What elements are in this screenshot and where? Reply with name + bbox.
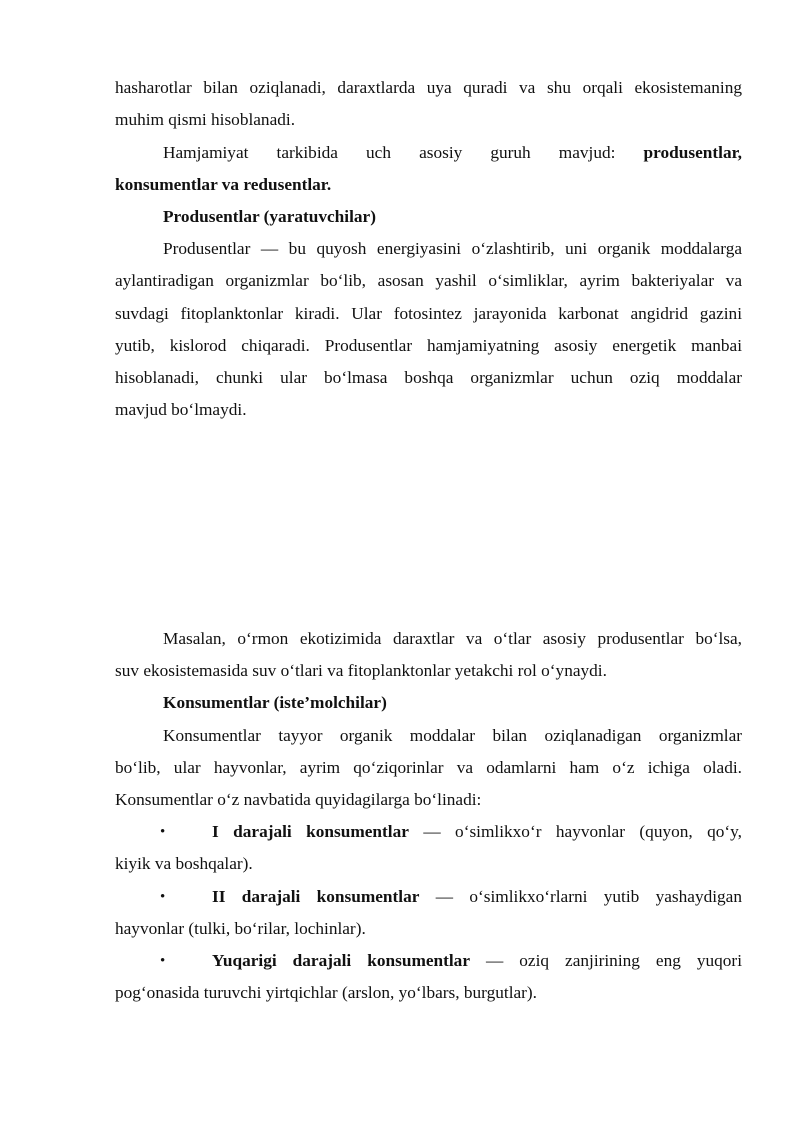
heading-produsentlar: [163, 206, 742, 228]
paragraph-5-line-3: Konsumentlar o‘z navbatida quyidagilarga bo‘linadi:: [115, 790, 482, 809]
paragraph-2-line-2: [115, 174, 742, 196]
paragraph-5-line-2: bo‘lib, ular hayvonlar, ayrim qo‘ziqorinlar va odamlarni ham o‘z ichiga oladi.: [115, 758, 742, 777]
paragraph-3-line-2: aylantiradigan organizmlar bo‘lib, asosan yashil o‘simliklar, ayrim bakteriyalar va: [115, 271, 742, 290]
bullet-marker-3: •: [160, 953, 166, 969]
bullet-2-line-1: [212, 886, 742, 908]
paragraph-2-bold-2: konsumentlar va redusentlar.: [115, 175, 332, 194]
bullet-marker-2: •: [160, 889, 166, 905]
bullet-1-line-2: kiyik va boshqalar).: [115, 854, 253, 873]
paragraph-4-line-2: suv ekosistemasida suv o‘tlari va fitoplanktonlar yetakchi rol o‘ynaydi.: [115, 661, 607, 680]
bullet-3-rest: — oziq zanjirining eng yuqori: [486, 951, 742, 970]
bullet-1-bold: I darajali konsumentlar: [212, 822, 409, 841]
paragraph-4-line-1: Masalan, o‘rmon ekotizimida daraxtlar va o‘tlar asosiy produsentlar bo‘lsa,: [163, 629, 742, 648]
bullet-3-line-2: pog‘onasida turuvchi yirtqichlar (arslon, yo‘lbars, burgutlar).: [115, 983, 537, 1002]
paragraph-3-line-3: suvdagi fitoplanktonlar kiradi. Ular fotosintez jarayonida karbonat angidrid gazini: [115, 304, 742, 323]
bullet-1-rest: — o‘simlikxo‘r hayvonlar (quyon, qo‘y,: [423, 822, 743, 841]
paragraph-2-bold-1: produsentlar,: [643, 143, 742, 162]
paragraph-5-line-1: Konsumentlar tayyor organik moddalar bilan oziqlanadigan organizmlar: [163, 726, 742, 745]
paragraph-1-line-2: muhim qismi hisoblanadi.: [115, 110, 296, 129]
heading-produsentlar-text: Produsentlar (yaratuvchilar): [163, 207, 376, 226]
paragraph-1-line-1: hasharotlar bilan oziqlanadi, daraxtlarda uya quradi va shu orqali ekosistemaning: [115, 78, 742, 97]
bullet-2-bold: II darajali konsumentlar: [212, 887, 420, 906]
paragraph-2-text: Hamjamiyat tarkibida uch asosiy guruh mavjud:: [163, 143, 616, 162]
bullet-3-bold: Yuqarigi darajali konsumentlar: [212, 951, 470, 970]
bullet-3-line-1: [212, 950, 742, 972]
bullet-1-line-1: [212, 821, 742, 843]
paragraph-3-line-5: hisoblanadi, chunki ular bo‘lmasa boshqa organizmlar uchun oziq moddalar: [115, 368, 742, 387]
paragraph-3-line-6: mavjud bo‘lmaydi.: [115, 400, 247, 419]
paragraph-2-line-1: [163, 142, 742, 164]
bullet-2-rest: — o‘simlikxo‘rlarni yutib yashaydigan: [435, 887, 742, 906]
paragraph-3-line-1: Produsentlar — bu quyosh energiyasini o‘zlashtirib, uni organik moddalarga: [163, 239, 742, 258]
heading-konsumentlar-text: Konsumentlar (iste’molchilar): [163, 693, 387, 712]
paragraph-3-line-4: yutib, kislorod chiqaradi. Produsentlar hamjamiyatning asosiy energetik manbai: [115, 336, 742, 355]
heading-konsumentlar: [163, 692, 742, 714]
bullet-marker-1: •: [160, 824, 166, 840]
bullet-2-line-2: hayvonlar (tulki, bo‘rilar, lochinlar).: [115, 919, 366, 938]
